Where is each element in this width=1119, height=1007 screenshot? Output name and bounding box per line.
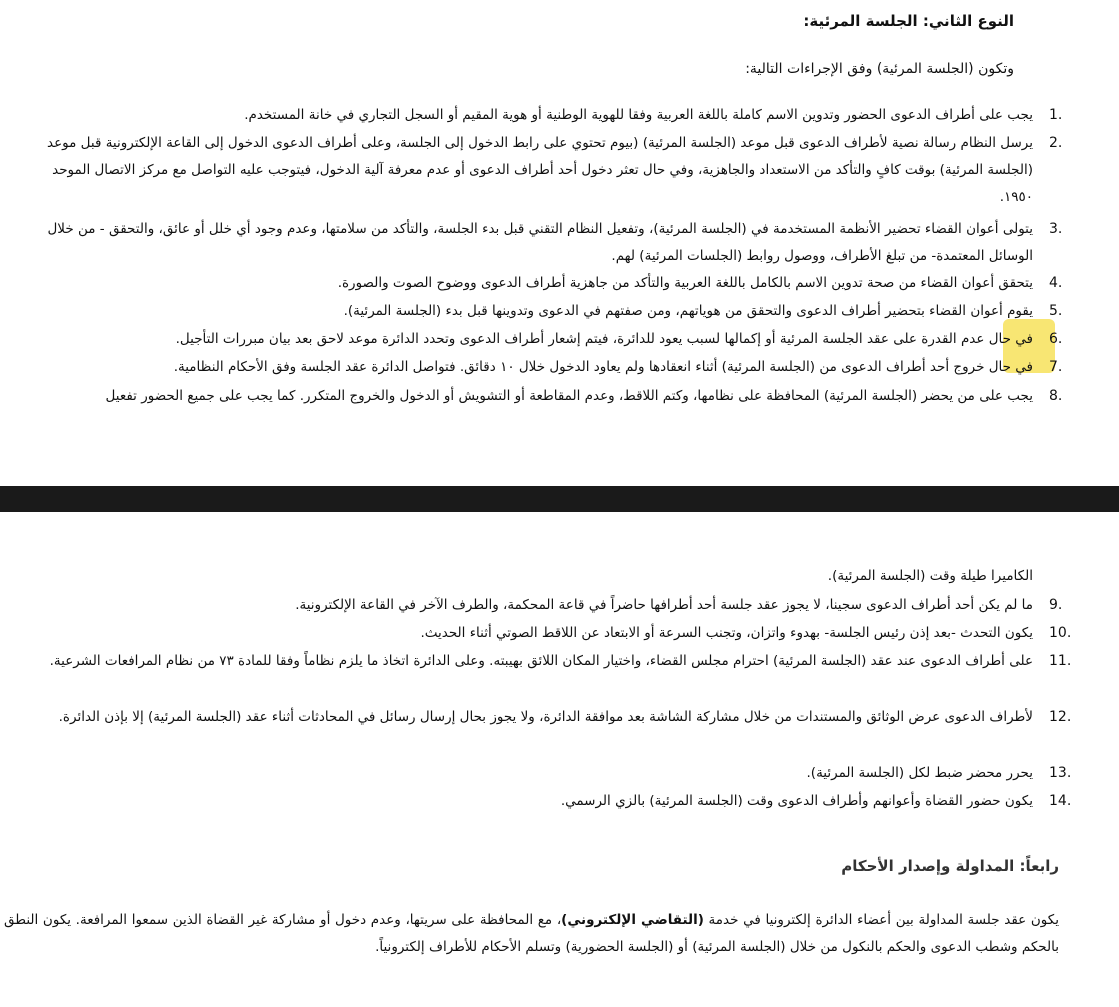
list-item-text: يجب على أطراف الدعوى الحضور وتدوين الاسم كاملة باللغة العربية وفقا للهوية الوطنية أو هوية المقيم أو السجل التجاري في خانة المستخدم. <box>244 107 1033 123</box>
list-item-text: يكون التحدث -بعد إذن رئيس الجلسة- بهدوء واتزان، وتجنب السرعة أو الابتعاد عن اللاقط الصوتي أثناء الحديث. <box>420 625 1033 641</box>
list-item <box>33 298 1063 325</box>
section-title: النوع الثاني: الجلسة المرئية: <box>803 12 1014 30</box>
list-item <box>33 326 1063 353</box>
list-item-number: 1. <box>1049 107 1063 123</box>
list-item-text: يحرر محضر ضبط لكل (الجلسة المرئية). <box>806 765 1033 781</box>
section-heading: رابعاً: المداولة وإصدار الأحكام <box>841 857 1059 875</box>
list-item <box>33 102 1063 129</box>
list-item-number: 7. <box>1049 359 1063 375</box>
list-item-text: يرسل النظام رسالة نصية لأطراف الدعوى قبل موعد (الجلسة المرئية) (بيوم تحتوي على رابط الدخول إلى الجلسة، وعلى أطراف الدعوى الدخول إلى القاعة الإلكترونية قبل موعد (الجلسة المرئية) بوقت كافٍ والتأكد من الاستعداد والجاهزية، وفي حال تعثر دخول أحد أطراف الدعوى أو عدم معرفة آلية الدخول، فيتوجب عليه التواصل مع مركز الاتصال الموحد ١٩٥٠. <box>47 135 1033 205</box>
list-item-text: في حال عدم القدرة على عقد الجلسة المرئية أو إكمالها لسبب يعود للدائرة، فيتم إشعار أطراف الدعوى وتحدد الدائرة موعد لاحق بعد بيان مبررات التأجيل. <box>175 331 1033 347</box>
list-item-text: في حال خروج أحد أطراف الدعوى من (الجلسة المرئية) أثناء انعقادها ولم يعاود الدخول خلال ١٠ دقائق. فتواصل الدائرة عقد الجلسة وفق الأحكام النظامية. <box>173 359 1033 375</box>
paragraph-text: ، مع المحافظة على سريتها، وعدم دخول أو مشاركة غير القضاة الذين سمعوا المرافعة. يكون النطق بالحكم وشطب الدعوى والحكم بالنكول من خلال (الجلسة المرئية) أو (الجلسة الحضورية) وتسلم الأحكام للأطراف إلكترونياً. <box>4 912 1059 955</box>
list-item <box>33 760 1072 787</box>
paragraph <box>4 907 1059 961</box>
list-item-text: يتحقق أعوان القضاء من صحة تدوين الاسم بالكامل باللغة العربية والتأكد من جاهزية أطراف الدعوى ووضوح الصوت والصورة. <box>337 275 1033 291</box>
document-page-bottom <box>0 512 1119 1007</box>
document-page-top <box>0 0 1119 486</box>
list-item-text: يجب على من يحضر (الجلسة المرئية) المحافظة على نظامها، وكتم اللاقط، وعدم المقاطعة أو التشويش أو الدخول والخروج المتكرر. كما يجب على جميع الحضور تفعيل <box>105 388 1033 404</box>
list-item-text: لأطراف الدعوى عرض الوثائق والمستندات من خلال مشاركة الشاشة بعد موافقة الدائرة، ولا يجوز بحال إرسال رسائل في المحادثات أثناء عقد (الجلسة المرئية) إلا بإذن الدائرة. <box>58 709 1033 725</box>
list-item <box>33 648 1072 675</box>
list-item <box>33 130 1063 211</box>
list-item-number: 10. <box>1049 625 1072 641</box>
list-item-number: 2. <box>1049 135 1063 151</box>
intro-text: وتكون (الجلسة المرئية) وفق الإجراءات التالية: <box>745 61 1014 77</box>
list-item <box>33 592 1063 619</box>
list-item-text: يتولى أعوان القضاء تحضير الأنظمة المستخدمة في (الجلسة المرئية)، وتفعيل النظام التقني قبل بدء الجلسة، والتأكد من سلامتها، وعدم وجود أي خلل أو عائق، والتحقق - من خلال الوسائل المعتمدة- من تبلغ الأطراف، ووصول روابط (الجلسات المرئية) لهم. <box>47 221 1033 264</box>
list-item <box>33 620 1072 647</box>
list-item <box>33 383 1063 410</box>
list-item-text: ما لم يكن أحد أطراف الدعوى سجينا، لا يجوز عقد جلسة أحد أطرافها حاضراً في قاعة المحكمة، والطرف الآخر في القاعة الإلكترونية. <box>295 597 1033 613</box>
continuation-text: الكاميرا طيلة وقت (الجلسة المرئية). <box>827 568 1033 584</box>
list-item-number: 6. <box>1049 331 1063 347</box>
list-item-number: 14. <box>1049 793 1072 809</box>
paragraph-bold-text: (التقاضي الإلكتروني) <box>561 912 704 928</box>
list-item-number: 13. <box>1049 765 1072 781</box>
list-item-continuation <box>33 563 1033 590</box>
list-item-number: 11. <box>1049 653 1072 669</box>
paragraph-text: يكون عقد جلسة المداولة بين أعضاء الدائرة إلكترونيا في خدمة <box>703 912 1059 928</box>
list-item-number: 5. <box>1049 303 1063 319</box>
list-item <box>33 788 1072 815</box>
list-item-number: 3. <box>1049 221 1063 237</box>
list-item-text: يقوم أعوان القضاء بتحضير أطراف الدعوى والتحقق من هوياتهم، ومن صفتهم في الدعوى وتدوينها قبل بدء (الجلسة المرئية). <box>343 303 1033 319</box>
list-item <box>33 216 1063 270</box>
list-item-text: يكون حضور القضاة وأعوانهم وأطراف الدعوى وقت (الجلسة المرئية) بالزي الرسمي. <box>560 793 1033 809</box>
list-item <box>33 354 1063 381</box>
list-item <box>33 704 1072 731</box>
list-item-text: على أطراف الدعوى عند عقد (الجلسة المرئية) احترام مجلس القضاء، واختيار المكان اللائق بهيبته. وعلى الدائرة اتخاذ ما يلزم نظاماً وفقا للمادة ٧٣ من نظام المرافعات الشرعية. <box>49 653 1033 669</box>
list-item-number: 9. <box>1049 597 1063 613</box>
list-item-number: 12. <box>1049 709 1072 725</box>
list-item-number: 8. <box>1049 388 1063 404</box>
page-separator <box>0 486 1119 512</box>
list-item-number: 4. <box>1049 275 1063 291</box>
list-item <box>33 270 1063 297</box>
